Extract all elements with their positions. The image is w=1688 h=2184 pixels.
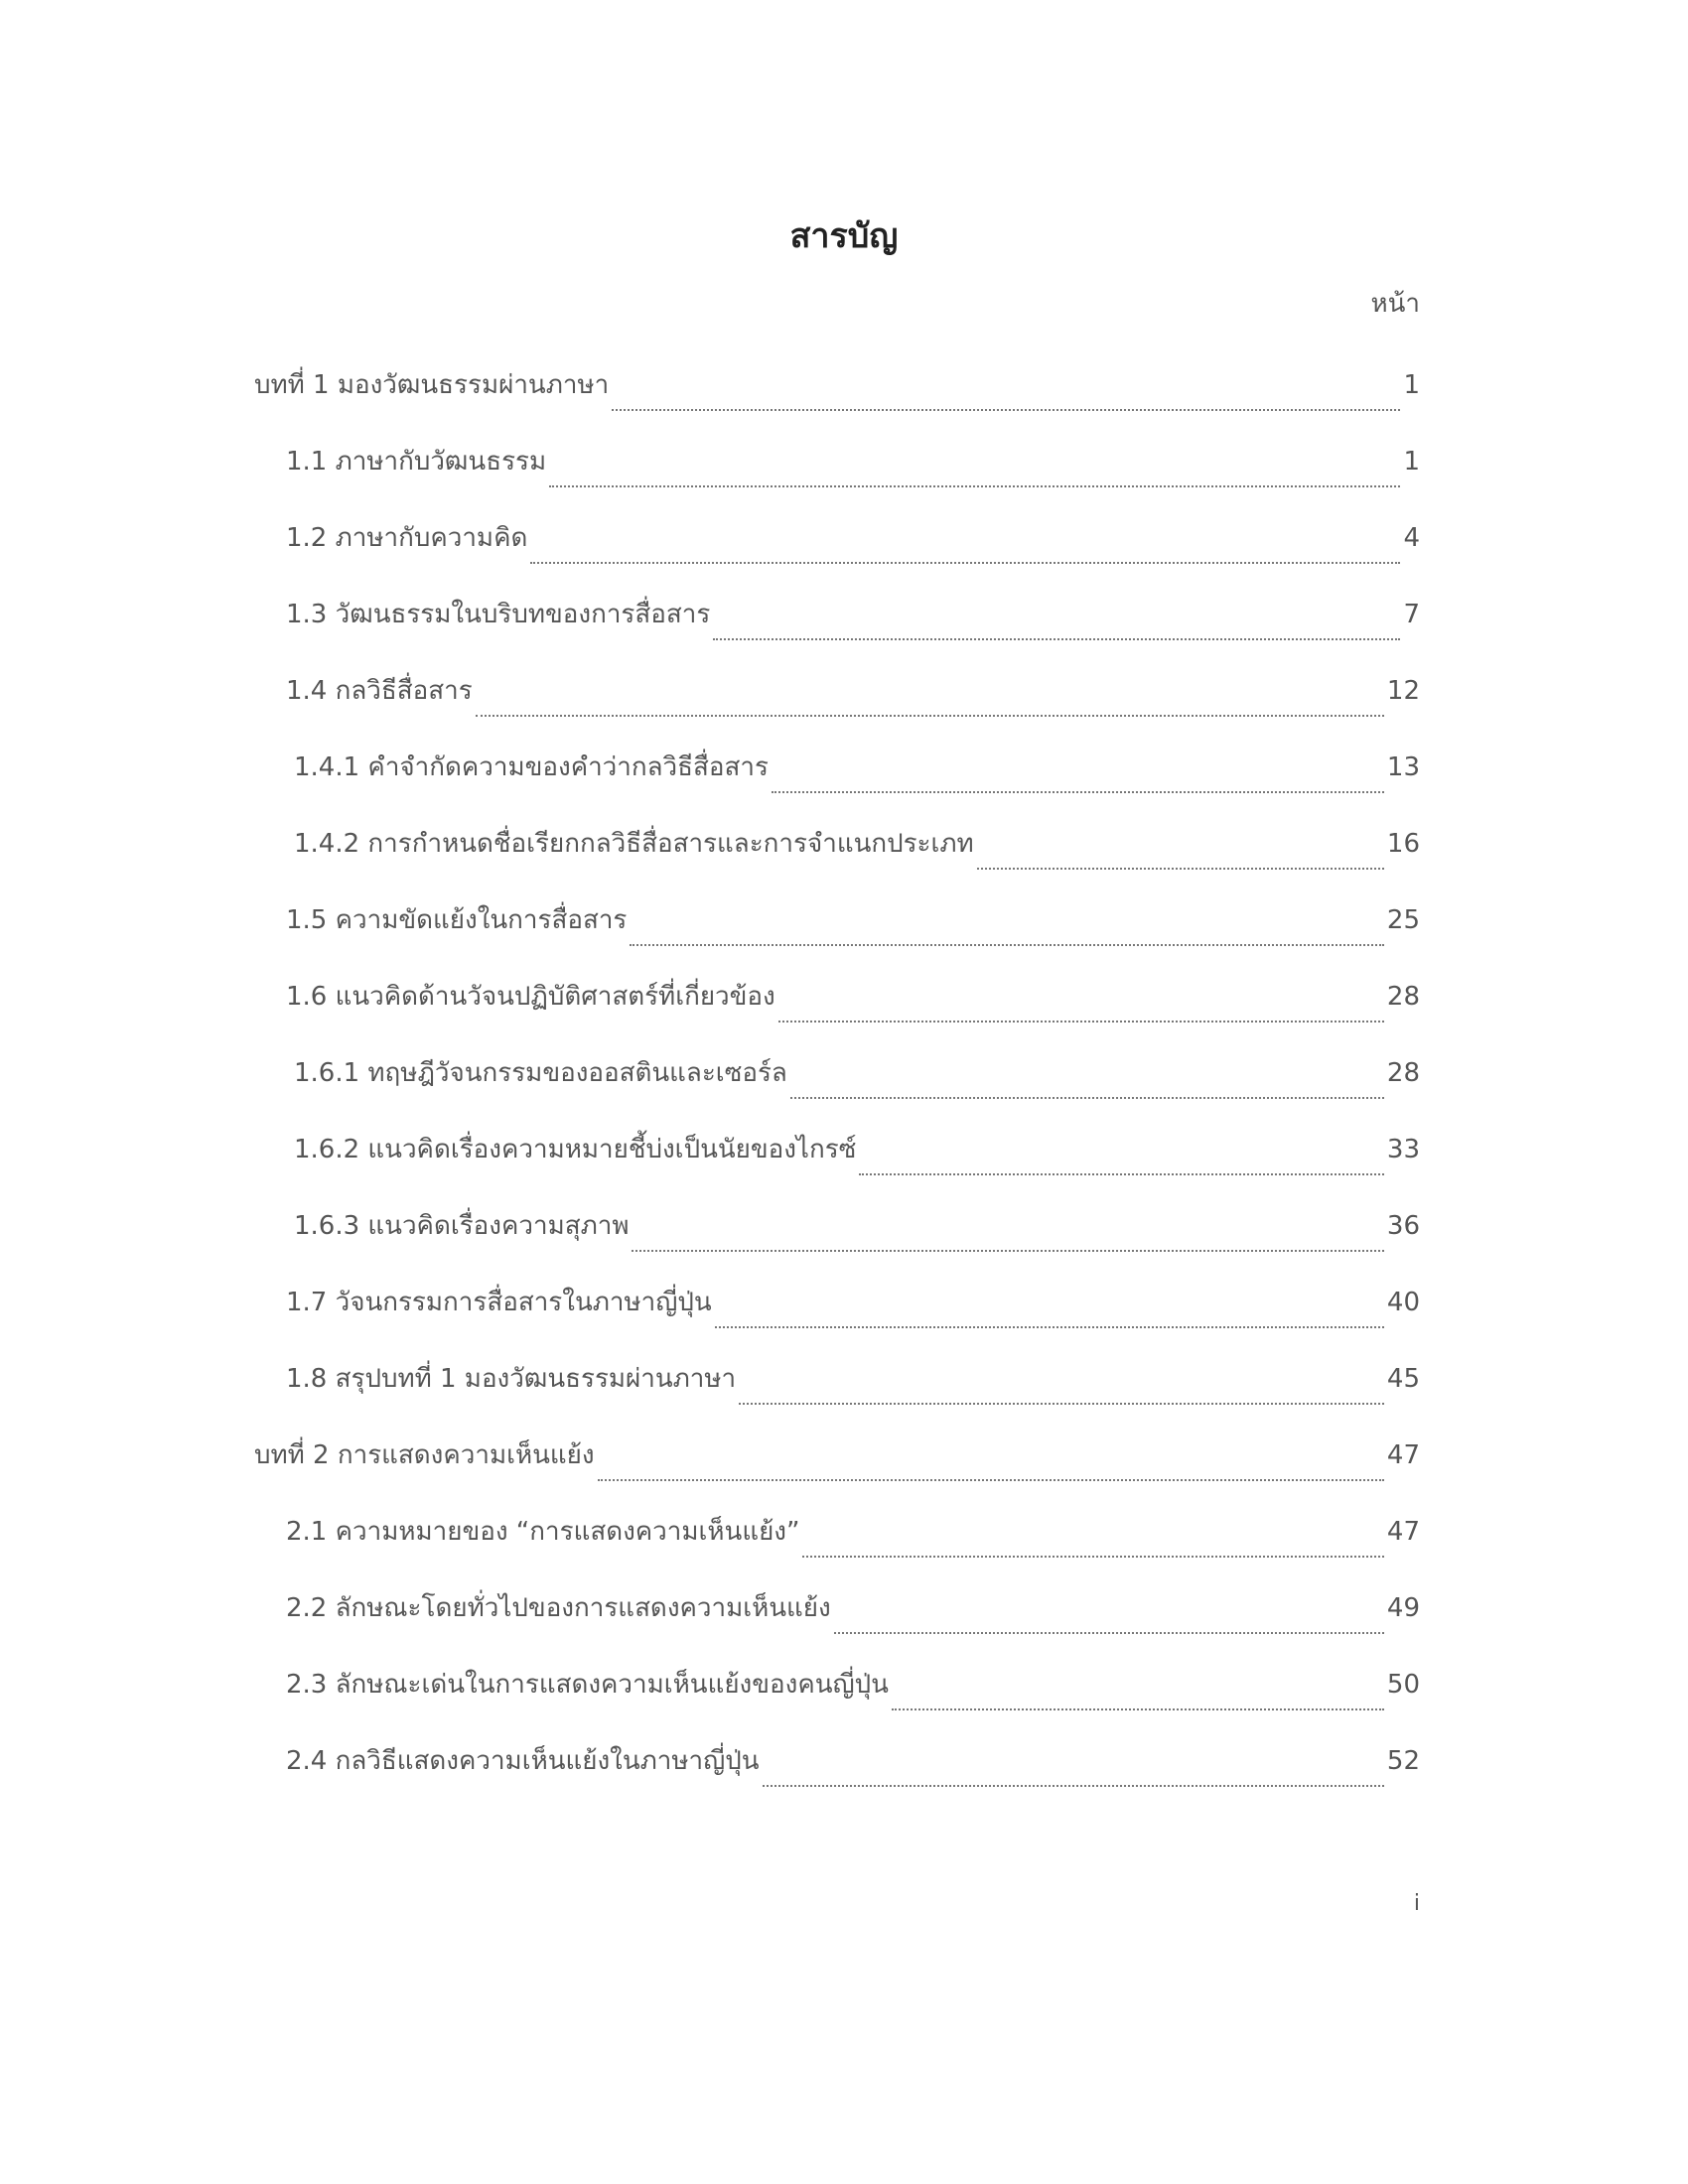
toc-entry-label: 2.4 กลวิธีแสดงความเห็นแย้งในภาษาญี่ปุ่น [286, 1746, 760, 1776]
dot-leader [476, 714, 1384, 717]
table-of-contents [254, 364, 1420, 1817]
toc-entry[interactable] [254, 1740, 1420, 1817]
toc-entry-page: 28 [1386, 1058, 1420, 1088]
dot-leader [790, 1096, 1384, 1099]
toc-entry-page: 36 [1386, 1211, 1420, 1241]
toc-entry-page: 47 [1386, 1517, 1420, 1547]
toc-entry-label: 1.7 วัจนกรรมการสื่อสารในภาษาญี่ปุ่น [286, 1288, 712, 1317]
toc-entry-page: 52 [1386, 1746, 1420, 1776]
toc-entry-page: 45 [1386, 1364, 1420, 1394]
toc-entry[interactable] [254, 1282, 1420, 1358]
toc-entry-label: 1.5 ความขัดแย้งในการสื่อสาร [286, 905, 628, 935]
toc-entry[interactable] [254, 670, 1420, 747]
toc-entry[interactable] [254, 1052, 1420, 1129]
toc-entry-page: 47 [1386, 1440, 1420, 1470]
toc-entry-label: 1.2 ภาษากับความคิด [286, 523, 528, 553]
toc-entry-page: 49 [1386, 1593, 1420, 1623]
toc-entry-page: 1 [1403, 447, 1420, 477]
toc-entry-page: 1 [1403, 370, 1420, 400]
toc-entry[interactable] [254, 517, 1420, 594]
toc-entry[interactable] [254, 747, 1420, 823]
toc-entry[interactable] [254, 364, 1420, 441]
toc-entry-page: 7 [1403, 600, 1420, 629]
dot-leader [715, 1325, 1384, 1328]
toc-entry[interactable] [254, 976, 1420, 1052]
toc-entry-label: 1.4 กลวิธีสื่อสาร [286, 676, 473, 706]
toc-entry[interactable] [254, 1129, 1420, 1205]
page-number: i [1413, 1891, 1420, 1916]
dot-leader [739, 1402, 1384, 1405]
dot-leader [977, 867, 1384, 870]
page-title: สารบัญ [789, 216, 899, 256]
toc-entry-page: 25 [1386, 905, 1420, 935]
dot-leader [630, 943, 1384, 946]
dot-leader [713, 637, 1400, 640]
toc-entry-page: 33 [1386, 1135, 1420, 1164]
toc-entry-page: 40 [1386, 1288, 1420, 1317]
toc-entry-label: 2.1 ความหมายของ “การแสดงความเห็นแย้ง” [286, 1517, 800, 1547]
toc-entry[interactable] [254, 1434, 1420, 1511]
toc-entry-label: 1.6.1 ทฤษฎีวัจนกรรมของออสตินและเซอร์ล [294, 1058, 787, 1088]
dot-leader [598, 1478, 1384, 1481]
toc-entry-page: 4 [1403, 523, 1420, 553]
toc-entry[interactable] [254, 441, 1420, 517]
toc-entry-label: 1.6 แนวคิดด้านวัจนปฏิบัติศาสตร์ที่เกี่ยวข้อง [286, 982, 775, 1012]
dot-leader [778, 1020, 1384, 1023]
toc-entry-label: 1.4.1 คำจำกัดความของคำว่ากลวิธีสื่อสาร [294, 752, 769, 782]
toc-entry-label: บทที่ 1 มองวัฒนธรรมผ่านภาษา [254, 370, 610, 400]
toc-entry-label: 1.3 วัฒนธรรมในบริบทของการสื่อสาร [286, 600, 711, 629]
toc-entry[interactable] [254, 1587, 1420, 1664]
dot-leader [834, 1631, 1384, 1634]
dot-leader [549, 484, 1400, 487]
toc-entry-page: 50 [1386, 1670, 1420, 1700]
dot-leader [772, 790, 1384, 793]
toc-entry-label: 1.4.2 การกำหนดชื่อเรียกกลวิธีสื่อสารและการจำแนกประเภท [294, 829, 974, 859]
dot-leader [802, 1555, 1383, 1558]
toc-entry-page: 13 [1386, 752, 1420, 782]
toc-entry-label: 1.6.3 แนวคิดเรื่องความสุภาพ [294, 1211, 630, 1241]
toc-entry[interactable] [254, 823, 1420, 899]
toc-entry[interactable] [254, 1664, 1420, 1740]
dot-leader [859, 1172, 1384, 1175]
toc-entry[interactable] [254, 594, 1420, 670]
page-column-label: หน้า [1370, 289, 1420, 319]
dot-leader [530, 561, 1400, 564]
toc-entry-page: 28 [1386, 982, 1420, 1012]
dot-leader [892, 1707, 1384, 1710]
toc-entry-label: 2.2 ลักษณะโดยทั่วไปของการแสดงความเห็นแย้ง [286, 1593, 831, 1623]
dot-leader [763, 1784, 1384, 1787]
toc-entry-label: บทที่ 2 การแสดงความเห็นแย้ง [254, 1440, 595, 1470]
dot-leader [612, 408, 1400, 411]
toc-entry[interactable] [254, 899, 1420, 976]
dot-leader [632, 1249, 1383, 1252]
toc-entry[interactable] [254, 1358, 1420, 1434]
toc-entry-label: 2.3 ลักษณะเด่นในการแสดงความเห็นแย้งของคนญี่ปุ่น [286, 1670, 889, 1700]
toc-entry-label: 1.8 สรุปบทที่ 1 มองวัฒนธรรมผ่านภาษา [286, 1364, 737, 1394]
toc-entry[interactable] [254, 1511, 1420, 1587]
toc-entry-label: 1.1 ภาษากับวัฒนธรรม [286, 447, 547, 477]
toc-entry[interactable] [254, 1205, 1420, 1282]
toc-entry-page: 12 [1386, 676, 1420, 706]
toc-entry-page: 16 [1386, 829, 1420, 859]
toc-entry-label: 1.6.2 แนวคิดเรื่องความหมายชี้บ่งเป็นนัยของไกรซ์ [294, 1135, 857, 1164]
